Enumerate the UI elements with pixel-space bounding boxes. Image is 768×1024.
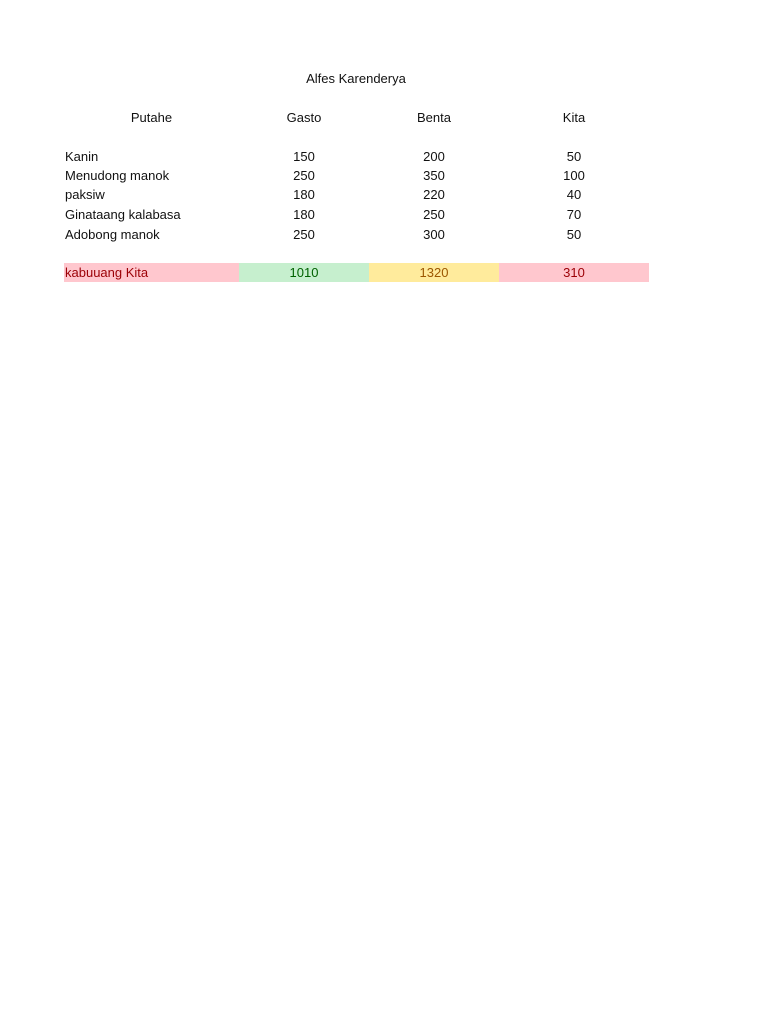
total-label: kabuuang Kita — [64, 263, 240, 282]
row-benta: 350 — [423, 168, 445, 183]
total-benta: 1320 — [369, 263, 499, 282]
header-benta: Benta — [417, 110, 451, 125]
header-kita: Kita — [562, 110, 586, 125]
row-gasto: 250 — [293, 168, 315, 183]
table-row — [64, 147, 649, 166]
row-kita: 70 — [566, 207, 582, 222]
row-item-name: Ginataang kalabasa — [65, 207, 181, 222]
row-benta: 250 — [423, 207, 445, 222]
row-gasto: 180 — [293, 187, 315, 202]
total-row — [64, 263, 649, 282]
table-row — [64, 185, 649, 204]
row-gasto: 150 — [293, 149, 315, 164]
row-gasto: 250 — [293, 227, 315, 242]
row-item-name: Adobong manok — [65, 227, 160, 242]
row-kita: 40 — [566, 187, 582, 202]
row-kita: 50 — [566, 149, 582, 164]
total-kita: 310 — [499, 263, 649, 282]
row-benta: 300 — [423, 227, 445, 242]
header-row — [64, 108, 649, 127]
table-row — [64, 205, 649, 224]
total-gasto: 1010 — [239, 263, 369, 282]
row-item-name: Menudong manok — [65, 168, 170, 183]
row-item-name: Kanin — [65, 149, 99, 164]
header-putahe: Putahe — [130, 110, 173, 125]
table-row — [64, 166, 649, 185]
row-kita: 50 — [566, 227, 582, 242]
row-benta: 220 — [423, 187, 445, 202]
row-item-name: paksiw — [65, 187, 105, 202]
row-benta: 200 — [423, 149, 445, 164]
sheet-title: Alfes Karenderya — [306, 71, 406, 86]
table-row — [64, 225, 649, 244]
row-gasto: 180 — [293, 207, 315, 222]
row-kita: 100 — [563, 168, 585, 183]
header-gasto: Gasto — [286, 110, 322, 125]
